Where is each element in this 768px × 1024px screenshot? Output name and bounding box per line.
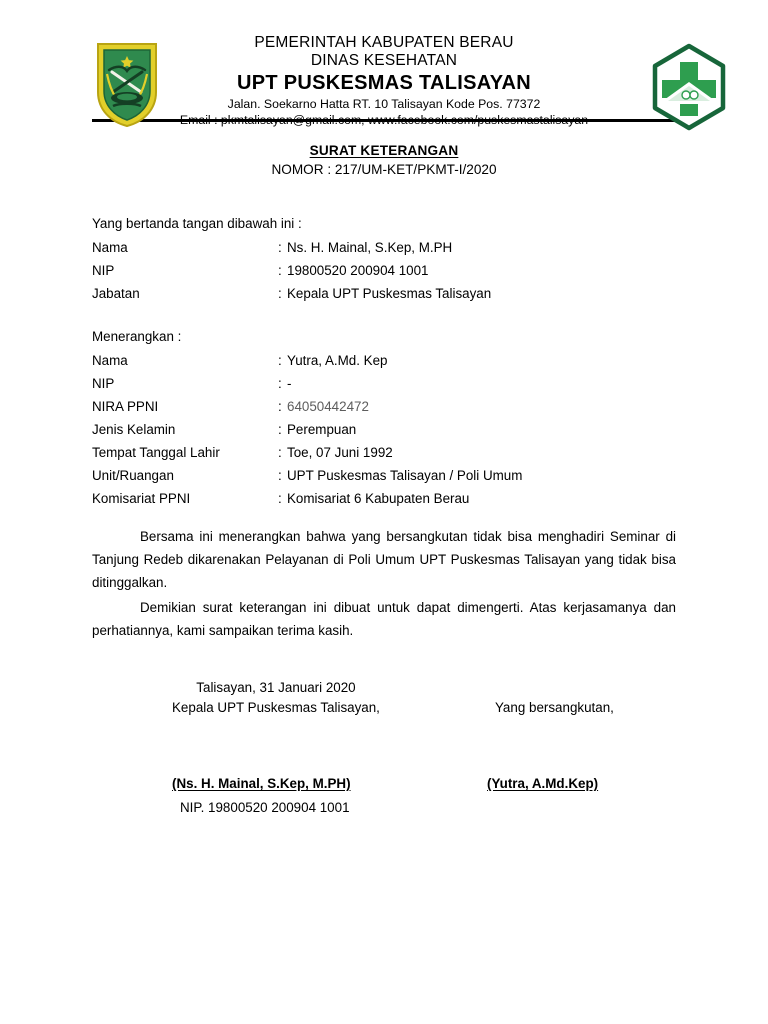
table-row — [92, 395, 676, 418]
field-value: Toe, 07 Juni 1992 — [287, 444, 393, 460]
subject-field-table — [92, 349, 676, 510]
field-label: Nama — [92, 352, 128, 368]
field-value: 64050442472 — [287, 398, 369, 414]
field-label: Nama — [92, 239, 128, 255]
table-row — [92, 236, 676, 259]
field-label: NIP — [92, 375, 115, 391]
field-label: NIP — [92, 262, 115, 278]
institution-name: UPT PUSKESMAS TALISAYAN — [237, 71, 531, 94]
table-row — [92, 259, 676, 282]
kabupaten-berau-crest-icon — [95, 40, 159, 128]
field-label: Jabatan — [92, 285, 140, 301]
field-label: Jenis Kelamin — [92, 421, 176, 437]
table-row — [92, 282, 676, 305]
field-colon: : — [278, 262, 282, 278]
field-colon: : — [278, 352, 282, 368]
subject-intro: Menerangkan : — [92, 328, 182, 344]
document-number: NOMOR : 217/UM-KET/PKMT-I/2020 — [271, 162, 497, 177]
letterhead-text — [92, 34, 676, 127]
field-colon: : — [278, 467, 282, 483]
signature-block-right — [487, 678, 614, 795]
body-paragraph-2: Demikian surat keterangan ini dibuat untuk dapat dimengerti. Atas kerjasamanya dan perhatiannya, kami sampaikan terima kasih. — [92, 600, 676, 639]
field-label: Tempat Tanggal Lahir — [92, 444, 220, 460]
letterhead — [0, 0, 768, 127]
subject-role: Yang bersangkutan, — [495, 699, 614, 715]
field-value: Kepala UPT Puskesmas Talisayan — [287, 285, 492, 301]
field-value: Perempuan — [287, 421, 357, 437]
table-row — [92, 487, 676, 510]
signer-nip: NIP. 19800520 200904 1001 — [180, 799, 350, 815]
document-body — [0, 213, 768, 828]
table-row — [92, 349, 676, 372]
department-name: DINAS KESEHATAN — [310, 52, 458, 70]
document-title-block — [0, 143, 768, 177]
signature-space — [172, 717, 380, 773]
signatory-field-table — [92, 236, 676, 305]
contact-line: Email : pkmtalisayan@gmail.com, www.facebook.com/puskesmastalisayan — [179, 112, 589, 127]
signatory-intro: Yang bertanda tangan dibawah ini : — [92, 216, 302, 231]
field-label: Komisariat PPNI — [92, 490, 191, 506]
place-and-date: Talisayan, 31 Januari 2020 — [196, 680, 356, 696]
table-row — [92, 372, 676, 395]
signature-space — [487, 717, 614, 773]
field-colon: : — [278, 421, 282, 437]
block-spacer — [92, 305, 676, 326]
field-colon: : — [278, 239, 282, 255]
field-value: Komisariat 6 Kabupaten Berau — [287, 490, 470, 506]
field-colon: : — [278, 444, 282, 460]
signature-area — [92, 678, 676, 828]
field-value: Ns. H. Mainal, S.Kep, M.PH — [287, 239, 453, 255]
field-value: UPT Puskesmas Talisayan / Poli Umum — [287, 467, 523, 483]
field-value: Yutra, A.Md. Kep — [287, 352, 388, 368]
table-row — [92, 441, 676, 464]
government-name: PEMERINTAH KABUPATEN BERAU — [254, 34, 514, 51]
signature-block-left — [172, 678, 380, 818]
table-row — [92, 464, 676, 487]
field-colon: : — [278, 375, 282, 391]
subject-name: (Yutra, A.Md.Kep) — [487, 775, 599, 791]
field-label: NIRA PPNI — [92, 398, 159, 414]
address-line: Jalan. Soekarno Hatta RT. 10 Talisayan Kode Pos. 77372 — [227, 97, 541, 112]
page-title: SURAT KETERANGAN — [309, 143, 459, 158]
field-label: Unit/Ruangan — [92, 467, 174, 483]
field-value: - — [287, 375, 292, 391]
field-colon: : — [278, 490, 282, 506]
signer-name: (Ns. H. Mainal, S.Kep, M.PH) — [172, 775, 351, 791]
field-colon: : — [278, 398, 282, 414]
body-paragraph-1: Bersama ini menerangkan bahwa yang bersangkutan tidak bisa menghadiri Seminar di Tanjung Redeb dikarenakan Pelayanan di Poli Umum UPT Puskesmas Talisayan yang tidak bisa ditinggalkan. — [92, 528, 676, 590]
field-value: 19800520 200904 1001 — [287, 262, 429, 278]
puskesmas-hexagon-cross-icon — [648, 42, 730, 132]
field-colon: : — [278, 285, 282, 301]
table-row — [92, 418, 676, 441]
signature-date-placeholder — [487, 678, 614, 697]
signer-role: Kepala UPT Puskesmas Talisayan, — [172, 699, 380, 715]
